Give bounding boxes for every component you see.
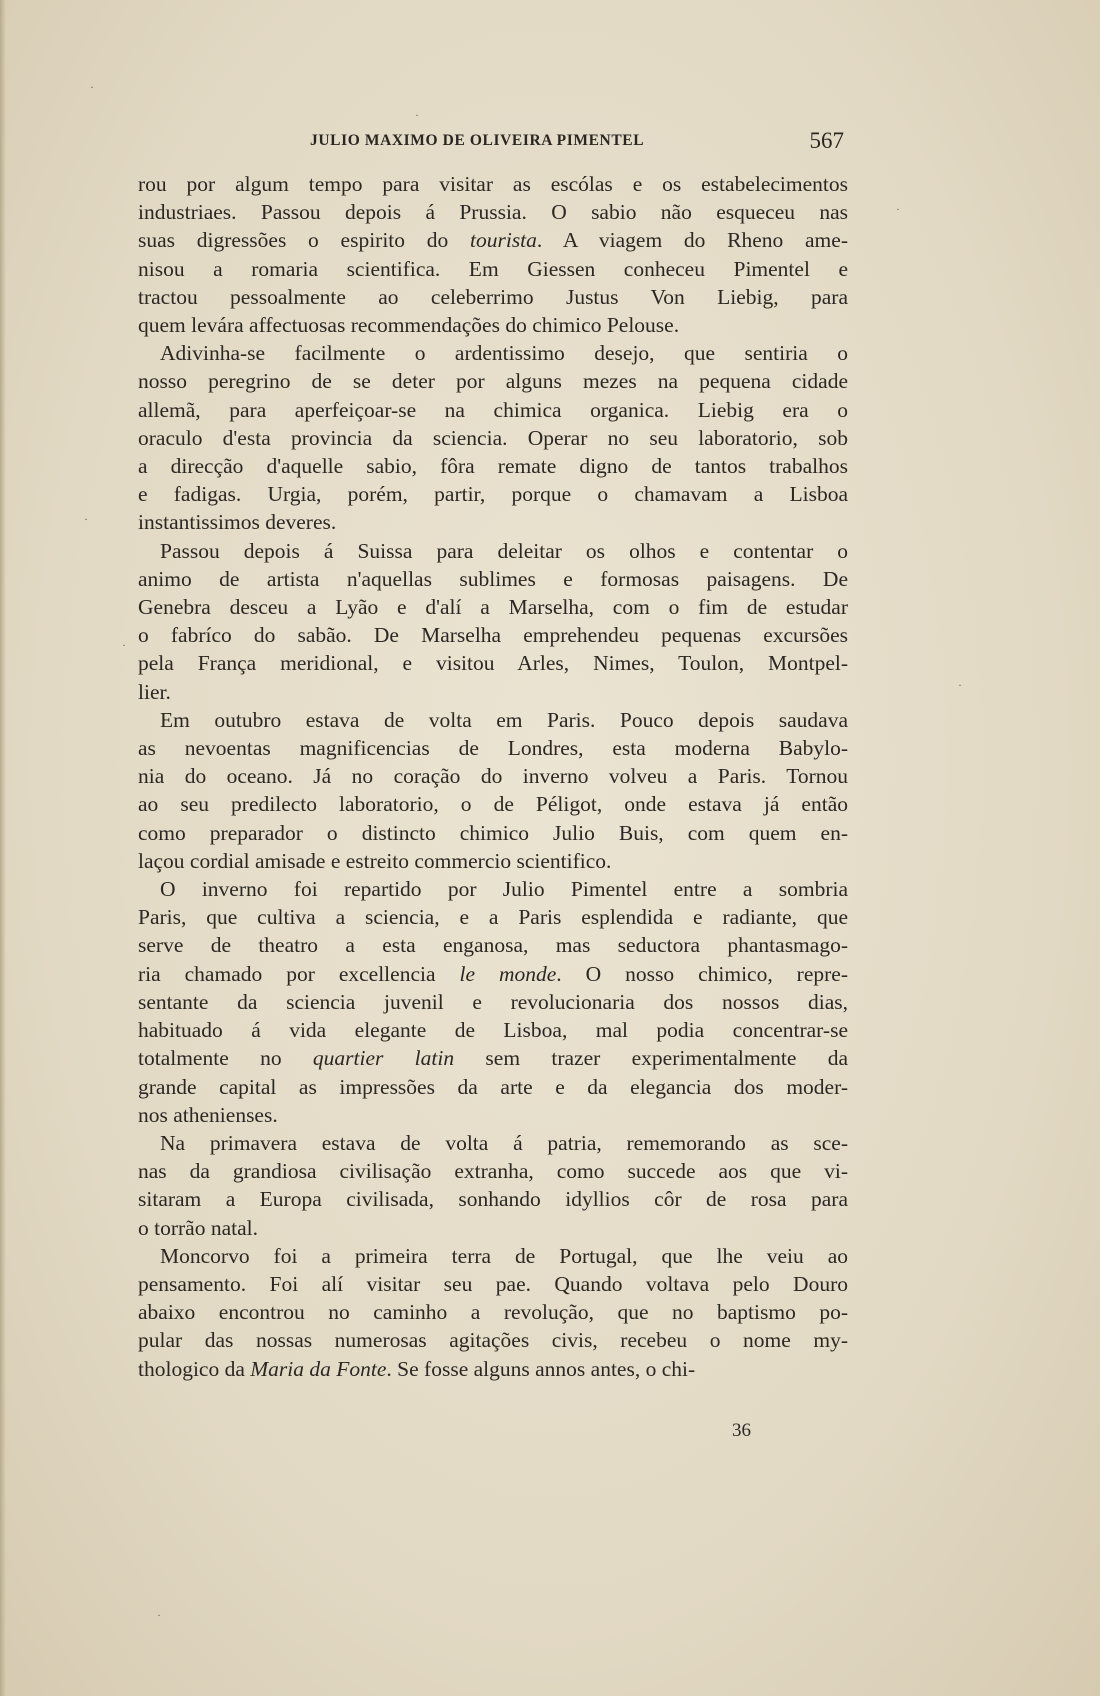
text-line: o fabríco do sabão. De Marselha emprehendeu pequenas excursões: [138, 623, 848, 648]
text-line: rou por algum tempo para visitar as escólas e os estabelecimentos: [138, 172, 848, 196]
paper-speck: ·: [958, 678, 962, 692]
text-line: Na primavera estava de volta á patria, rememorando as sce-: [160, 1130, 848, 1155]
text-line: quem levára affectuosas recommendações do chimico Pelouse.: [138, 313, 680, 338]
text-line: Em outubro estava de volta em Paris. Pouco depois saudava: [160, 707, 848, 732]
text-line: suas digressões o espirito do tourista. A viagem do Rheno ame-: [138, 228, 848, 253]
text-line: ria chamado por excellencia le monde. O nosso chimico, repre-: [138, 961, 848, 986]
text-line: pensamento. Foi alí visitar seu pae. Quando voltava pelo Douro: [138, 1271, 848, 1296]
text-line: nia do oceano. Já no coração do inverno volveu a Paris. Tornou: [138, 764, 848, 789]
text-line: animo de artista n'aquellas sublimes e formosas paisagens. De: [138, 566, 848, 591]
text-line: Adivinha-se facilmente o ardentissimo desejo, que sentiria o: [160, 341, 848, 366]
paper-speck: ·: [122, 638, 126, 652]
text-line: tractou pessoalmente ao celeberrimo Justus Von Liebig, para: [138, 284, 848, 309]
paragraph: [138, 339, 848, 536]
text-line: totalmente no quartier latin sem trazer experimentalmente da: [138, 1046, 848, 1071]
text-line: Genebra desceu a Lyão e d'alí a Marselha, com o fim de estudar: [138, 595, 848, 620]
text-line: abaixo encontrou no caminho a revolução, que no baptismo po-: [138, 1300, 848, 1325]
paper-speck: ·: [90, 80, 94, 94]
paper-speck: ·: [84, 512, 88, 526]
paragraph: [138, 170, 848, 339]
paragraph: [138, 1242, 848, 1383]
text-line: a direcção d'aquelle sabio, fôra remate digno de tantos trabalhos: [138, 454, 848, 479]
text-line: Moncorvo foi a primeira terra de Portugal, que lhe veiu ao: [160, 1243, 848, 1268]
paragraph: [138, 706, 848, 875]
text-line: oraculo d'esta provincia da sciencia. Operar no seu laboratorio, sob: [138, 425, 848, 450]
text-line: pular das nossas numerosas agitações civis, recebeu o nome my-: [138, 1328, 848, 1353]
paper-speck: ·: [415, 108, 419, 122]
text-line: Passou depois á Suissa para deleitar os olhos e contentar o: [160, 538, 848, 563]
paragraph: [138, 875, 848, 1129]
text-line: nas da grandiosa civilisação extranha, como succede aos que vi-: [138, 1159, 848, 1184]
text-line: habituado á vida elegante de Lisboa, mal podia concentrar-se: [138, 1018, 848, 1043]
text-line: e fadigas. Urgia, porém, partir, porque o chamavam a Lisboa: [138, 482, 848, 507]
paper-speck: ·: [896, 202, 900, 216]
text-line: o torrão natal.: [138, 1215, 258, 1240]
text-line: sentante da sciencia juvenil e revolucionaria dos nossos dias,: [138, 989, 848, 1014]
text-line: lier.: [138, 679, 171, 704]
text-line: sitaram a Europa civilisada, sonhando idyllios côr de rosa para: [138, 1187, 848, 1212]
text-line: Paris, que cultiva a sciencia, e a Paris esplendida e radiante, que: [138, 905, 848, 930]
paragraph: [138, 537, 848, 706]
paragraph: [138, 1129, 848, 1242]
text-line: laçou cordial amisade e estreito commercio scientifico.: [138, 848, 612, 873]
body-text: [138, 170, 848, 1383]
text-line: serve de theatro a esta enganosa, mas seductora phantasmago-: [138, 933, 848, 958]
running-header: [138, 128, 848, 156]
text-line: nos athenienses.: [138, 1102, 278, 1127]
text-line: nisou a romaria scientifica. Em Giessen conheceu Pimentel e: [138, 256, 848, 281]
signature-mark: 36: [732, 1420, 751, 1441]
text-line: ao seu predilecto laboratorio, o de Péligot, onde estava já então: [138, 792, 848, 817]
text-line: grande capital as impressões da arte e da elegancia dos moder-: [138, 1074, 848, 1099]
page-edge-shadow: [0, 0, 6, 1696]
text-line: pela França meridional, e visitou Arles, Nimes, Toulon, Montpel-: [138, 651, 848, 676]
text-line: nosso peregrino de se deter por alguns mezes na pequena cidade: [138, 369, 848, 394]
paper-speck: ·: [157, 1608, 161, 1622]
text-line: O inverno foi repartido por Julio Pimentel entre a sombria: [160, 877, 848, 902]
text-line: como preparador o distincto chimico Julio Buis, com quem en-: [138, 820, 848, 845]
text-line: as nevoentas magnificencias de Londres, esta moderna Babylo-: [138, 736, 848, 761]
page-number: 567: [809, 128, 844, 153]
running-title: JULIO MAXIMO DE OLIVEIRA PIMENTEL: [310, 132, 645, 149]
text-line: allemã, para aperfeiçoar-se na chimica organica. Liebig era o: [138, 397, 848, 422]
text-line: thologico da Maria da Fonte. Se fosse alguns annos antes, o chi-: [138, 1356, 696, 1381]
text-line: industriaes. Passou depois á Prussia. O sabio não esqueceu nas: [138, 200, 848, 225]
text-line: instantissimos deveres.: [138, 510, 337, 535]
